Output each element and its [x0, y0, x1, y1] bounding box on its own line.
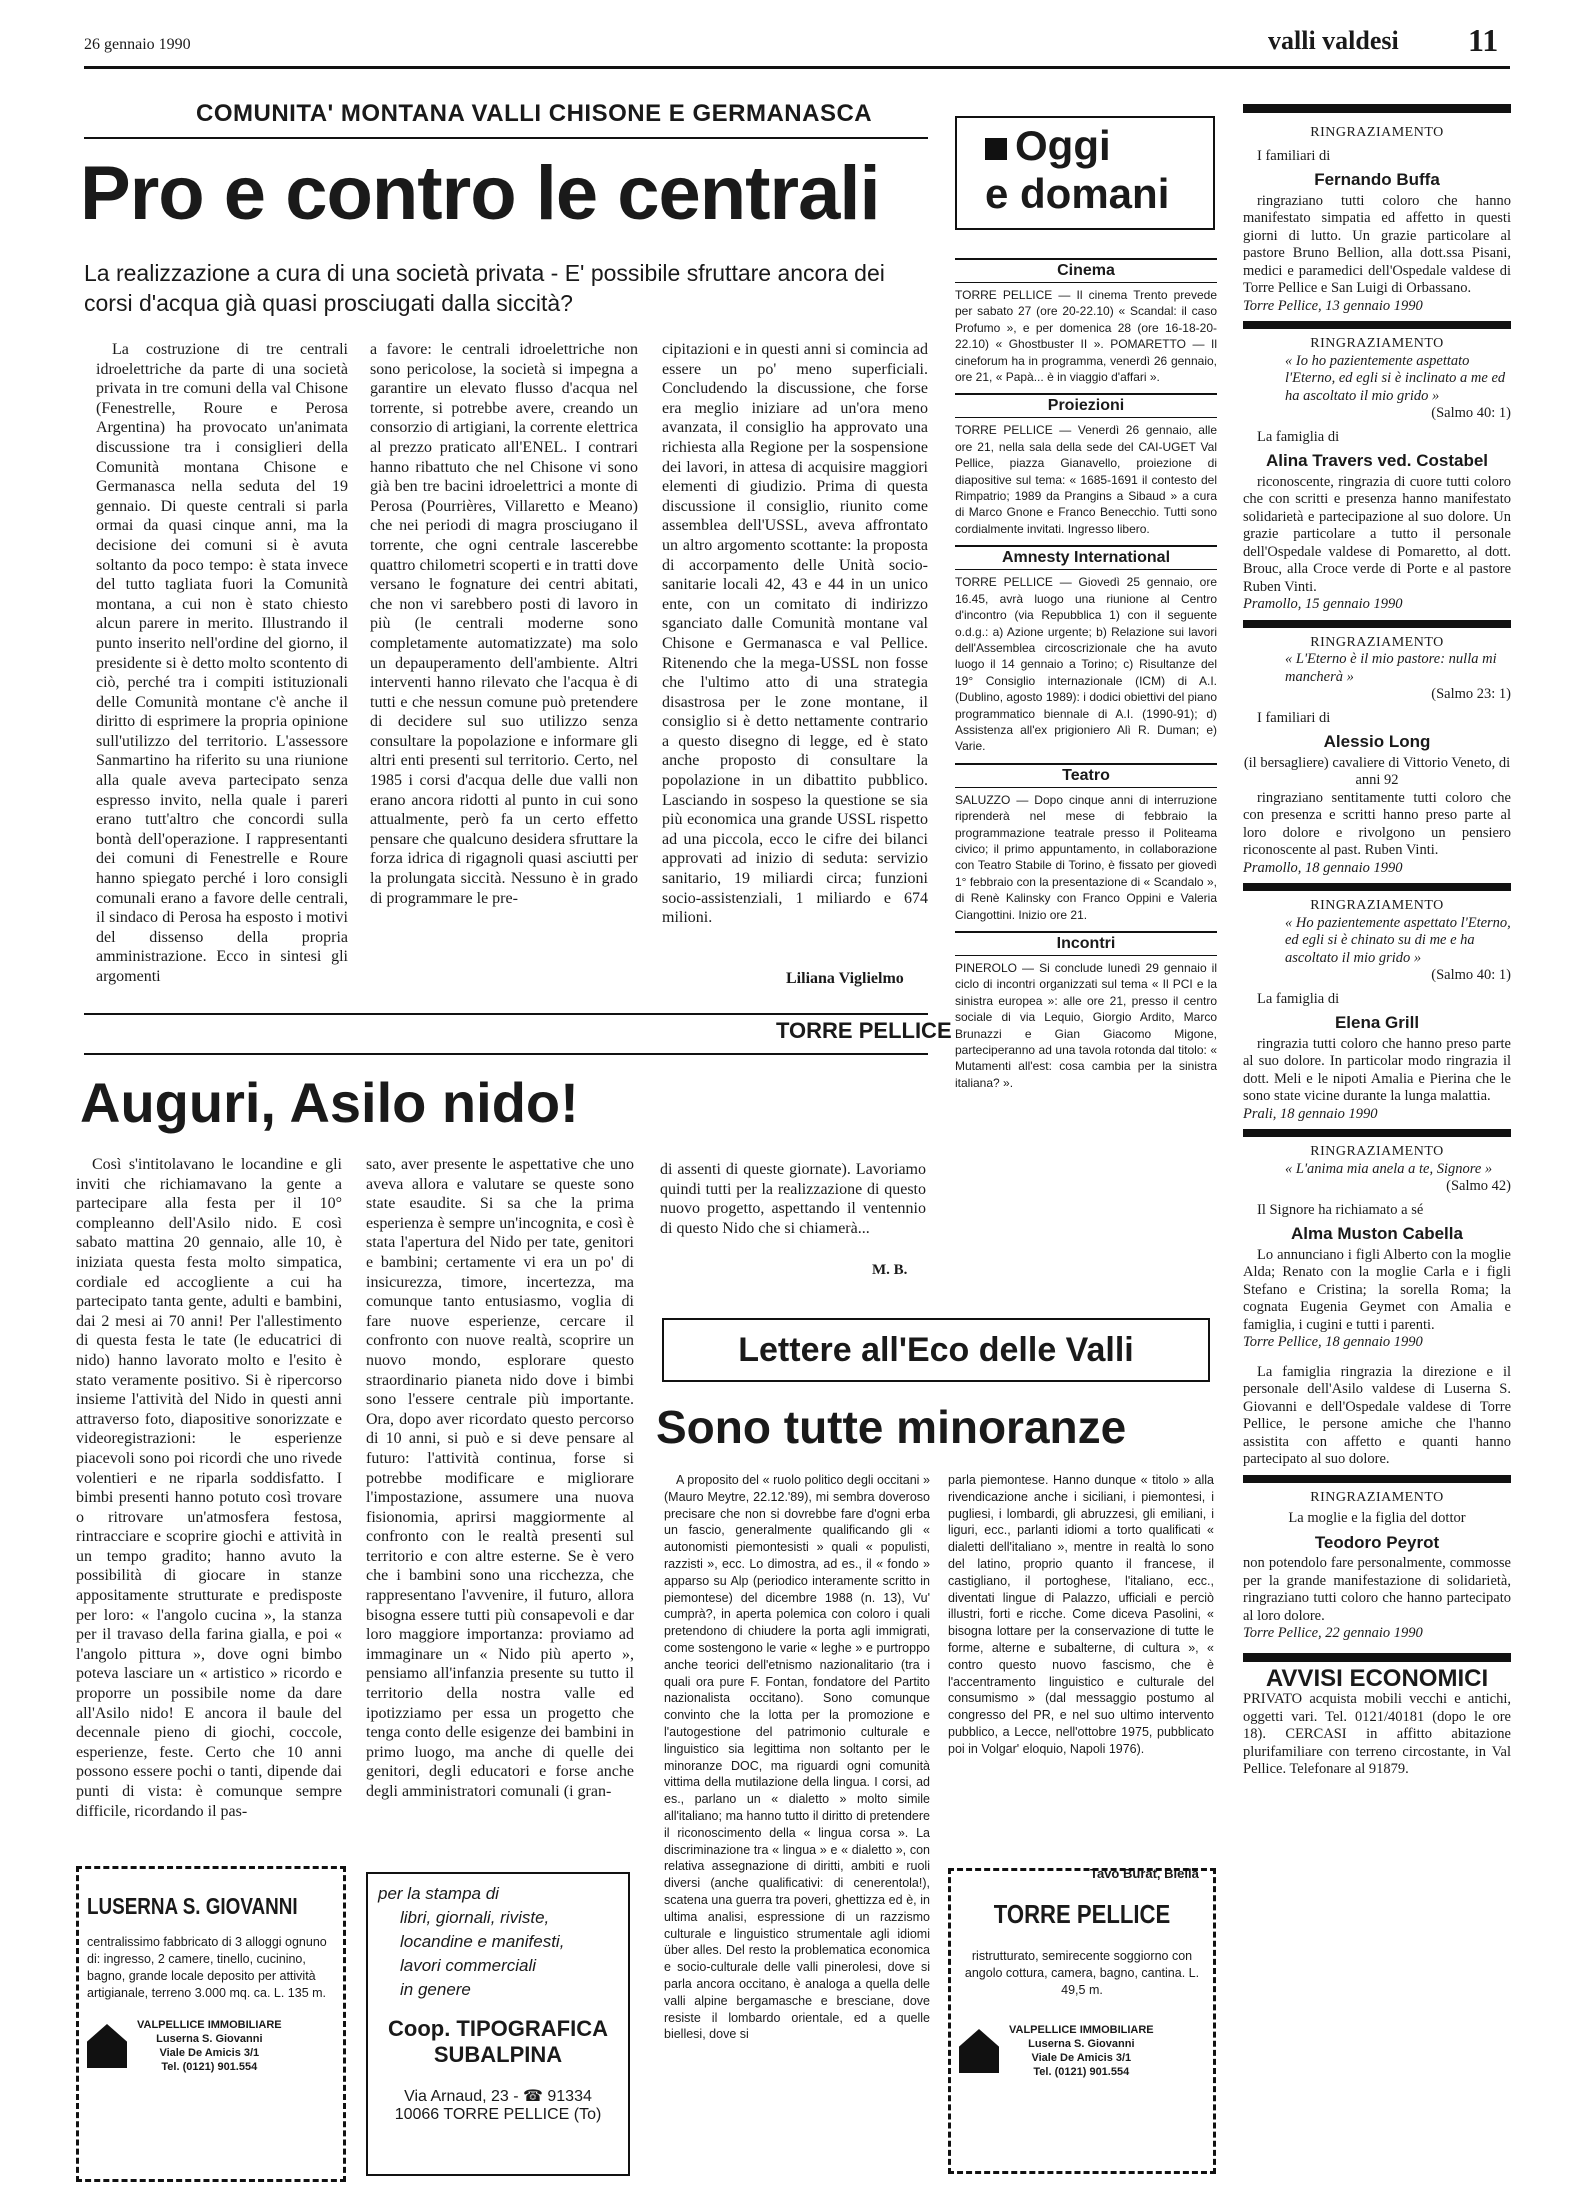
- ringraziamento-name: Elena Grill: [1334, 1013, 1420, 1032]
- avvisi-title: AVVISI ECONOMICI: [1265, 1664, 1489, 1692]
- article2-col2-text: sato, aver presente le aspettative che uno aveva allora e valutare se queste sono state esaudite. Si sa che la prima esperienza è sempre un'incognita, e così è stata l'apertura del Nido per tate, genitori e bambini; certamente vi era un po' di insicurezza, timore, incertezza, ma comunque tanto entusiasmo, voglia di fare nuove esperienze, cercare il confronto con nuove realtà, scoprire un nuovo mondo, esplorare questo straordinario pianeta nido dove i bimbi sono l'essere centrale più importante. Ora, dopo aver ricordato questo percorso di 10 anni, si può e si deve pensare al futuro: l'attività continua, forse si potrebbe modificare e migliorare l'impostazione, assumere una nuova fisionomia, aprirsi maggiormente al confronto con le realtà presenti sul territorio e con altre esterne. Se è vero che i bambini sono una ricchezza, che rappresentano l'avvenire, il futuro, allora bisogna essere tutti più consapevoli e dar loro maggiore importanza: proviamo ad immaginare un « Nido più aperto », pensiamo all'infanzia presente su tutto il territorio della nostra valle ed ipotizziamo per essa un progetto che tenga conto delle esigenze dei bambini in primo luogo, ma anche di quelle dei genitori, degli educatori e forse anche degli amministratori comunali (i gran-: [366, 1156, 634, 1800]
- lettere-column-1: [664, 1472, 930, 2172]
- lettere-col2-text: parla piemontese. Hanno dunque « titolo » alla rivendicazione anche i siciliani, i piemontesi, i pugliesi, i lombardi, gli abruzzesi, gli emiliani, i liguri, ecc., parlanti idiomi a torto qualificati « dialetti dell'italiano », mentre in realtà lo sono del latino, proprio quanto il francese, il castigliano, il portoghese, l'italiano, ecc., diventati lingue di Palazzo, ufficiali e perciò illustri, forti e ricche. Come diceva Pasolini, « bisogna lottare per la conservazione di tutte le forme, alterne e subalterne, di cultura », « contro questo nuovo fascismo, che è l'accentramento linguistico e culturale del consumismo » (dal messaggio postumo al congresso del PR, e nel suo ultimo intervento pubblico, a Lecce, nell'ottobre 1975, pubblicato poi in Volgar' eloquio, Napoli 1976).: [948, 1473, 1214, 1756]
- ringraziamento-bar: [1243, 883, 1511, 891]
- asilo-thanks: La famiglia ringrazia la direzione e il personale dell'Asilo valdese di Luserna S. Giovanni e dell'Ospedale valdese di Torre Pellice, le persone amiche che l'hanno assistita con affetto e quanti hanno partecipato al suo dolore.: [1243, 1363, 1511, 1467]
- ad-tipografica-line: in genere: [400, 1980, 471, 1999]
- oggi-title-2: e domani: [985, 170, 1170, 217]
- lettere-title: Sono tutte minoranze: [656, 1401, 1127, 1453]
- oggi-section-head: Teatro: [955, 763, 1217, 788]
- ad-tipografica-line: per la stampa di: [378, 1884, 499, 1903]
- oggi-section-head: Amnesty International: [955, 545, 1217, 570]
- ringraziamento-head: RINGRAZIAMENTO: [1310, 336, 1444, 351]
- article1-rule: [84, 137, 928, 139]
- oggi-column: [955, 258, 1217, 1099]
- ad-luserna-addr1: Luserna S. Giovanni: [156, 2033, 263, 2045]
- oggi-section-text: PINEROLO — Si conclude lunedì 29 gennaio il ciclo di incontri organizzati sul tema « Il PCI e la sinistra europea »: alle ore 21, presso il centro sociale di via Lequio, Giorgio Ardito, Marco Brunazzi e Gian Giacomo Migone, parteciperanno ad una tavola rotonda dal titolo: « Mutamenti all'est: cosa cambia per la sinistra italiana? ».: [955, 961, 1217, 1090]
- article2-col1-text: Così s'intitolavano le locandine e gli inviti che richiamavano la gente a partecipare alla festa per il 10° compleanno dell'Asilo nido. E così sabato mattina 20 gennaio, alle 10, è iniziata questa festa molto simpatica, cordiale ed accogliente a cui ha partecipato tanta gente, adulti e bambini, dai 2 mesi ai 70 anni! Per l'allestimento di questa festa le tate (le educatrici di nido) hanno lavorato molto e l'esito è stato veramente positivo. Si è ripercorso insieme l'attività del Nido in questi anni attraverso foto, diapositive sonorizzate e videoregistrazioni: le esperienze piacevoli sono poi ricordi che uno rivede volentieri e ne riparla soddisfatto. I bimbi presenti hanno potuto così trovare o ritrovare un'atmosfera festosa, rintracciare e scoprire giochi e attività in un tempo gradito; hanno avuto la possibilità di giocare in stanze appositamente strutturate e predisposte per loro: « l'angolo cucina », la stanza per il travaso della farina gialla, e poi « l'angolo pittura », dove ogni bimbo poteva lasciare un « artistico » ricordo e proporre un possibile nome da dare all'Asilo nido! E ancora il baule del decennale pieno di giochi, coccole, esperienze, feste. Certo che 10 anni possono essere pochi o tanti, dipende dai punti di vista: è comunque sempre difficile, ricordando il pas-: [76, 1156, 342, 1820]
- ad-torre-addr1: Luserna S. Giovanni: [1028, 2038, 1135, 2050]
- peyrot-name: Teodoro Peyrot: [1314, 1532, 1440, 1552]
- ad-luserna-addr2: Viale De Amicis 3/1: [159, 2047, 260, 2059]
- article1-author: Liliana Viglielmo: [786, 970, 904, 987]
- article1-deck: La realizzazione a cura di una società privata - E' possibile sfruttare ancora dei corsi d'acqua già quasi prosciugati dalla siccità?: [84, 260, 885, 316]
- article1-col2-text: a favore: le centrali idroelettriche non sono pericolose, la società si impegna a garantire un elevato flusso d'acqua nel torrente, si potrebbe avere, creando un consorzio di artigiani, la corrente elettrica al prezzo praticato all'ENEL. I contrari hanno ribattuto che nel Chisone vi sono già ben tre bacini idroelettrici a monte di Perosa (Pourrières, Villaretto e Meano) che nei periodi di magra prosciugano il torrente, che ogni centrale lascerebbe quattro chilometri scoperti e in tratti dove versano le fognature dei centri abitati, che non vi sarebbero posti di lavoro in più (le centrali moderne sono completamente automatizzate) ma solo un depauperamento dell'ambiente. Altri interventi hanno rilevato che l'acqua è di tutti e che nessun comune può pretendere di decidere sul suo utilizzo senza consultare la popolazione e informare gli altri enti presenti sul territorio. Certo, nel 1985 i corsi d'acqua delle due valli non erano ancora ridotti al punto in cui sono attualmente, però fa un certo effetto pensare che qualcuno desidera sfruttare la forza idrica di rigagnoli quasi asciutti per la prolungata siccità. Nessuno è in grado di programmare le pre-: [370, 341, 638, 907]
- ringraziamento-head: RINGRAZIAMENTO: [1310, 1144, 1444, 1159]
- oggi-square-icon: [985, 138, 1007, 160]
- ad-luserna-tel: Tel. (0121) 901.554: [161, 2061, 258, 2073]
- article1-column-1: [96, 340, 348, 1030]
- lettere-col1-text: A proposito del « ruolo politico degli occitani » (Mauro Meytre, 22.12.'89), mi sembra doveroso precisare che non si dovrebbe fare d'ogni erba un fascio, generalmente qualificando gli « autonomisti piemontesisti » quali « populisti, razzisti », ecc. Lo dimostra, ad es., il « fondo » apparso su Alp (periodico interamente scritto in piemontese) del dicembre 1988 (n. 13), Vu' cumprà?, in aperta polemica con coloro i quali pretendono di chiudere la porta agli immigrati, come sostengono le varie « leghe » e purtroppo anche teorici dell'etnismo nazionalitario (tra i quali ora pure F. Fontan, fondatore del Partito nazionalista occitano). Sono comunque convinto che la lotta per la promozione e l'autogestione del patrimonio culturale e linguistico sia legittima non soltanto per le minoranze DOC, ma riguardi ogni comunità vittima della mutilazione della lingua. I corsi, ad es., parlano un « dialetto » molto simile all'italiano; ma hanno tutto il diritto di pretendere il riconoscimento della « lingua corsa ». La discriminazione tra « lingua » e « dialetto », con relativa assegnazione di diritti, ambiti e ruoli diversi (anche qualificativi: di cenerentola!), scatena una guerra tra poveri, ghettizza ed è, in ultima analisi, espressione di un razzismo culturale e linguistico strumentale agli idiomi über alles. Del resto la problematica economica e socio-culturale delle valli pinerolesi, dove si parla ancora occitano, è analoga a quella delle valli alpine bergamasche e bresciane, dove resiste il lombardo orientale, ed a quelle biellesi, dove si: [664, 1473, 930, 2042]
- lettere-banner-box: [662, 1318, 1210, 1382]
- ringraziamento-place: Pramollo, 15 gennaio 1990: [1243, 596, 1403, 612]
- ringraziamento-text: ringrazia tutti coloro che hanno preso parte al suo dolore. In particolar modo ringrazia il dott. Meli e le nipoti Amalia e Pierina che le sono state vicine durante la lunga malattia.: [1243, 1035, 1511, 1104]
- ad-torre-pellice: [948, 1868, 1216, 2174]
- ringraziamento-place: Torre Pellice, 18 gennaio 1990: [1243, 1334, 1423, 1350]
- house-logo-icon: [87, 2024, 127, 2068]
- peyrot-place: Torre Pellice, 22 gennaio 1990: [1243, 1625, 1423, 1641]
- oggi-section-text: TORRE PELLICE — Il cinema Trento prevede per sabato 27 (ore 20-22.10) « Scandal: il caso Profumo », e per domenica 28 (ore 16-18-20-22.10) « Ghostbuster II ». POMARETTO — Il cineforum ha in programma, venerdì 26 gennaio, ore 21, « Papà... è in viaggio d'affari ».: [955, 288, 1217, 385]
- ringraziamento-ref: (Salmo 23: 1): [1431, 686, 1511, 702]
- ringraziamento-pre: La famiglia di: [1257, 990, 1340, 1007]
- avvisi-bar: [1243, 1653, 1511, 1662]
- article1-title: Pro e contro le centrali: [80, 151, 880, 236]
- article1-kicker: COMUNITA' MONTANA VALLI CHISONE E GERMANASCA: [196, 100, 873, 127]
- lettere-banner: Lettere all'Eco delle Valli: [738, 1331, 1134, 1369]
- ringraziamento-place: Pramollo, 18 gennaio 1990: [1243, 859, 1403, 876]
- ringraziamento-text: ringraziano tutti coloro che hanno manifestato simpatia ed affetto in questi giorni di lutto. Un grazie particolare al pastore Bruno Bellion, alla dott.ssa Pisani, medici e paramedici dell'Ospedale valdese di Torre Pellice e San Luigi di Orbassano.: [1243, 192, 1511, 296]
- ringraziamento-name: Alina Travers ved. Costabel: [1265, 451, 1489, 470]
- ringraziamento-name: Fernando Buffa: [1314, 170, 1440, 189]
- ringraziamento-quote: « L'Eterno è il mio pastore: nulla mi mancherà »: [1285, 651, 1497, 685]
- ad-torre-text: ristrutturato, semirecente soggiorno con angolo cottura, camera, bagno, cantina. L. 49,5 m.: [964, 1949, 1200, 1997]
- peyrot-bar: [1243, 1475, 1511, 1483]
- ringraziamento-ref: (Salmo 40: 1): [1431, 967, 1511, 983]
- ringraziamento-bar: [1243, 321, 1511, 329]
- right-top-rule: [1243, 104, 1511, 113]
- ringraziamento-text: Lo annunciano i figli Alberto con la moglie Alda; Renato con la moglie Carla e i figli Stefano e Cristina; la sorella Roma; la cognata Eugenia Geymet con Amalia e famiglia, i cugini e tutti i parenti.: [1243, 1246, 1511, 1333]
- ringraziamento-ref: (Salmo 42): [1446, 1178, 1511, 1194]
- oggi-section-text: SALUZZO — Dopo cinque anni di interruzione riprenderà nel mese di febbraio la programmazione teatrale presso il Politeama civico; il primo appuntamento, in collaborazione con Teatro Stabile di Torino, è fissato per giovedì 1° febbraio con la presentazione di « Scandalo », di Renè Kalinsky con Franco Oppini e Valeria Ciangottini. Inizio ore 21.: [955, 792, 1217, 922]
- ringraziamento-name: Alma Muston Cabella: [1291, 1224, 1463, 1243]
- ad-tipografica: [366, 1872, 630, 2176]
- ad-tipografica-name2: SUBALPINA: [433, 2042, 563, 2067]
- header-rule: [84, 66, 1510, 69]
- ad-luserna-title: LUSERNA S. GIOVANNI: [87, 1893, 298, 1919]
- article2-col3-text: di assenti di queste giornate). Lavoriamo quindi tutti per la realizzazione di questo nuovo progetto, aspettando il ventennio di questo Nido che si chiamerà...: [660, 1161, 926, 1237]
- ad-tipografica-addr2: 10066 TORRE PELLICE (To): [394, 2106, 602, 2123]
- article1-column-2: [370, 340, 638, 1030]
- article2-column-1: [76, 1155, 342, 1855]
- oggi-section-head: Proiezioni: [955, 393, 1217, 418]
- avvisi-text: PRIVATO acquista mobili vecchi e antichi, oggetti vari. Tel. 0121/40181 (dopo le ore 18). CERCASI in affitto abitazione plurifamiliare con terreno circostante, in Val Pellice. Telefonare al 91879.: [1243, 1691, 1511, 1777]
- article2-column-2: [366, 1155, 634, 1855]
- header-paper: valli valdesi: [1268, 26, 1399, 55]
- article2-rule: [84, 1053, 928, 1055]
- ringraziamento-head: RINGRAZIAMENTO: [1310, 634, 1444, 650]
- ad-torre-title: TORRE PELLICE: [993, 1899, 1171, 1929]
- oggi-section-text: TORRE PELLICE — Venerdì 26 gennaio, alle ore 21, nella sala della sede del CAI-UGET Val Pellice, piazza Gianavello, proiezione di diapositive sul tema: « 1685-1691 il contesto del Rimpatrio; 1989 da Prangins a Sibaud » a cura di Marco Gnone e Franco Benecchio. Tutti sono cordialmente invitati. Ingresso libero.: [955, 423, 1217, 536]
- ringraziamento-place: Torre Pellice, 13 gennaio 1990: [1243, 297, 1423, 314]
- ad-tipografica-addr1: Via Arnaud, 23 - ☎ 91334: [404, 2088, 592, 2105]
- ad-tipografica-line: lavori commerciali: [400, 1956, 537, 1975]
- ringraziamento-sub: (il bersagliere) cavaliere di Vittorio Veneto, di anni 92: [1243, 754, 1511, 788]
- ringraziamento-bar: [1243, 620, 1511, 628]
- ad-luserna: [76, 1866, 346, 2182]
- article1-column-3: [662, 340, 928, 952]
- ringraziamento-head: RINGRAZIAMENTO: [1310, 898, 1444, 913]
- ringraziamento-pre: La famiglia di: [1257, 428, 1340, 445]
- ringraziamento-name: Alessio Long: [1323, 732, 1431, 751]
- article1-col3-text: cipitazioni e in questi anni si comincia ad essere un po' meno superficiali. Concludendo la discussione, che forse era meglio iniziare ad un'ora meno avanzata, il consiglio ha approvato una richiesta alla Regione per la sospensione dei lavori, in attesa di acquisire maggiori elementi di giudizio. Prima di questa discussione il consiglio, riunito come assemblea dell'USSL, aveva affrontato un altro argomento scottante: la proposta di accorpamento delle Unità socio-sanitarie locali 42, 43 e 44 in un unico ente, con un comitato di indirizzo sganciato dalle Comunità montane val Chisone e Germanasca e val Pellice. Ritenendo che la mega-USSL non fosse che l'ultimo atto di una strategia disastrosa per le zone montane, il consiglio si è detto nettamente contrario a questo disegno di legge, ed è stato anche proposto di consultare la popolazione in un dibattito pubblico. Lasciando in sospeso la questione se sia più economica una grande USSL rispetto ad una piccola, ecco le cifre dei bilanci approvati ad inizio di seduta: servizio sanitario, 19 miliardi circa; funzioni socio-assistenziali, 1 miliardo e 674 milioni.: [662, 341, 928, 927]
- ringraziamenti-column: [1243, 124, 1511, 1779]
- ad-luserna-agency: VALPELLICE IMMOBILIARE: [137, 2019, 282, 2031]
- ringraziamento-pre: I familiari di: [1257, 709, 1331, 726]
- article1-col1-text: La costruzione di tre centrali idroelettriche da parte di una società privata in tre comuni della val Chisone (Fenestrelle, Roure e Perosa Argentina) ha provocato un'animata discussione tra i consiglieri della Comunità montana Chisone e Germanasca nella seduta del 19 gennaio. Di queste centrali si parla ormai da quasi cinque anni, ma la decisione dei comuni si è avuta soltanto da poco tempo: è stata invece del tutto tagliata fuori la Comunità montana, a cui non è stato chiesto alcun parere in merito. Illustrando il punto inserito nell'ordine del giorno, il presidente si è detto molto scontento di ciò, perché tra i compiti istituzionali delle Comunità montane c'è anche il diritto di esprimere la propria opinione sull'utilizzo del territorio. L'assessore Sanmartino ha riferito su una riunione alla quale aveva partecipato senza espresso invito, nella quale i pareri erano tutt'altro che concordi sulla bontà dell'operazione. I rappresentanti dei comuni di Fenestrelle e Roure hanno spiegato perché i loro consigli comunali erano a favore delle centrali, il sindaco di Perosa ha esposto i motivi del dissenso della propria amministrazione. Ecco in sintesi gli argomenti: [96, 341, 348, 985]
- ringraziamento-quote: « Io ho pazientemente aspettato l'Eterno, ed egli si è inclinato a me ed ha ascoltato il mio grido »: [1285, 352, 1506, 404]
- peyrot-pre: La moglie e la figlia del dottor: [1288, 1510, 1466, 1526]
- ringraziamento-text: ringraziano sentitamente tutti coloro che con presenza e scritti hanno preso parte al loro dolore e rivolgono un pensiero riconoscente al past. Ruben Vinti.: [1243, 789, 1511, 858]
- ringraziamento-ref: (Salmo 40: 1): [1431, 405, 1511, 421]
- oggi-section-head: Cinema: [955, 258, 1217, 283]
- header-page-number: 11: [1468, 22, 1499, 58]
- oggi-section-text: TORRE PELLICE — Giovedì 25 gennaio, ore 16.45, avrà luogo una riunione al Centro d'incontro (via Repubblica 1) con il seguente o.d.g.: a) Azione urgente; b) Relazione sui lavori dell'Assemblea circoscrizionale che ha avuto luogo il 14 gennaio a Torino; c) Risultanze del 19° Consiglio internazionale (ICM) di A.I. (Dublino, agosto 1989): i dodici obiettivi del piano programmatico biennale di A.I. (1990-91); d) Assistenza all'ex prigioniero Alì R. Duman; e) Varie.: [955, 575, 1217, 754]
- article2-kicker: TORRE PELLICE: [776, 1018, 952, 1043]
- ringraziamento-text: riconoscente, ringrazia di cuore tutti coloro che con scritti e presenza hanno manifestato solidarietà e partecipazione al suo dolore. Un grazie particolare a tutto il personale dell'Ospedale valdese di Pomaretto, al dott. Brouc, alla Croce verde di Porte e al pastore Ruben Vinti.: [1243, 473, 1511, 595]
- ringraziamento-pre: I familiari di: [1257, 147, 1331, 164]
- article2-column-3: [660, 1160, 926, 1260]
- ringraziamento-bar: [1243, 1129, 1511, 1137]
- article2-author: M. B.: [872, 1262, 908, 1278]
- lettere-column-2: [948, 1472, 1214, 1864]
- oggi-section-head: Incontri: [955, 931, 1217, 956]
- ringraziamento-head: RINGRAZIAMENTO: [1310, 125, 1444, 140]
- ad-tipografica-name1: Coop. TIPOGRAFICA: [388, 2016, 608, 2041]
- ad-luserna-text: centralissimo fabbricato di 3 alloggi ognuno di: ingresso, 2 camere, tinello, cucinino, bagno, grande locale deposito per attività artigianale, terreno 3.000 mq. ca. L. 135 m.: [87, 1935, 327, 2000]
- ad-torre-agency: VALPELLICE IMMOBILIARE: [1009, 2024, 1154, 2036]
- article2-title: Auguri, Asilo nido!: [80, 1071, 579, 1134]
- ringraziamento-pre: Il Signore ha richiamato a sé: [1257, 1201, 1424, 1218]
- peyrot-text: non potendolo fare personalmente, commosse per la grande manifestazione di solidarietà, ringraziano tutti coloro che hanno partecipato al loro dolore.: [1243, 1555, 1511, 1624]
- ad-tipografica-line: locandine e manifesti,: [400, 1932, 565, 1951]
- lettere-author: Tavo Burat, Biella: [1090, 1866, 1199, 1881]
- header-date: 26 gennaio 1990: [84, 36, 191, 53]
- ad-torre-addr2: Viale De Amicis 3/1: [1031, 2052, 1132, 2064]
- house-logo-icon: [959, 2029, 999, 2073]
- oggi-title-1: Oggi: [1015, 122, 1111, 169]
- peyrot-head: RINGRAZIAMENTO: [1310, 1489, 1444, 1505]
- ad-torre-tel: Tel. (0121) 901.554: [1033, 2066, 1130, 2078]
- ringraziamento-place: Prali, 18 gennaio 1990: [1243, 1105, 1378, 1122]
- ringraziamento-quote: « L'anima mia anela a te, Signore »: [1285, 1160, 1493, 1177]
- oggi-header-box: [955, 116, 1215, 230]
- article1-bottom-rule: [84, 1013, 928, 1015]
- ringraziamento-quote: « Ho pazientemente aspettato l'Eterno, ed egli si è chinato su di me e ha ascoltato il mio grido »: [1285, 914, 1511, 966]
- ad-tipografica-line: libri, giornali, riviste,: [400, 1908, 550, 1927]
